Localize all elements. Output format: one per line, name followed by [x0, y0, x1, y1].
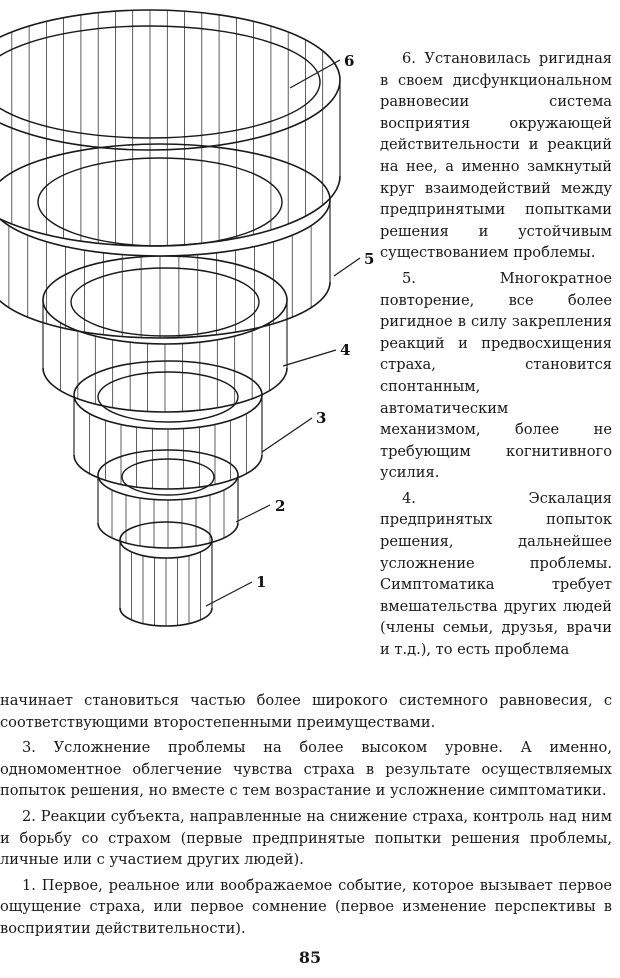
paragraph-2: 2. Реакции субъекта, направленные на снижение страха, контроль над ним и борьбу со страхом (первые предпринятые попытки решения проблемы, личные или с участием других людей). — [0, 807, 612, 869]
leader-line-4 — [283, 350, 336, 366]
paragraph-5: 5. Многократное повторение, все более ригидное в силу закрепления реакций и предвосхищения страха, становится спонтанным, автоматическим механизмом, более не требующим когнитивного усилия. — [380, 269, 612, 482]
paragraph-6: 6. Установилась ригидная в своем дисфункциональном равновесии система восприятия окружающей действительности и реакций на нее, а именно замкнутый круг взаимодействий между предпринятыми попытками решения и устойчивым существованием проблемы. — [380, 50, 612, 262]
nested-cylinders-diagram — [0, 0, 380, 650]
diagram-label-2: 2 — [275, 497, 286, 515]
page-number: 85 — [298, 948, 322, 967]
leader-line-1 — [206, 582, 252, 606]
diagram-label-3: 3 — [316, 409, 327, 427]
body-text — [0, 690, 612, 940]
leader-line-3 — [262, 418, 312, 452]
cylinder-1 — [120, 522, 212, 626]
diagram-label-4: 4 — [340, 341, 351, 359]
leader-line-5 — [334, 258, 360, 276]
leader-line-6 — [290, 60, 340, 88]
leader-line-2 — [236, 505, 270, 522]
side-column — [380, 48, 612, 661]
paragraph-1: 1. Первое, реальное или воображаемое событие, которое вызывает первое ощущение страха, или первое сомнение (первое изменение перспективы в восприятии действительности). — [0, 876, 612, 937]
paragraph-4-start: 4. Эскалация предпринятых попыток решения, дальнейшее усложнение проблемы. Симптоматика требует вмешательства других людей (члены семьи, друзья, врачи и т.д.), то есть проблема — [380, 489, 612, 659]
diagram-label-6: 6 — [344, 52, 355, 70]
paragraph-3: 3. Усложнение проблемы на более высоком уровне. А именно, одномоментное облегчение чувства страха в результате осуществляемых попыток решения, но вместе с тем возрастание и усложнение симптоматики. — [0, 739, 612, 800]
paragraph-4-end: начинает становиться частью более широкого системного равновесия, с соответствующими второстепенными преимуществами. — [0, 692, 612, 731]
diagram-label-1: 1 — [256, 573, 267, 591]
diagram-label-5: 5 — [364, 250, 375, 268]
